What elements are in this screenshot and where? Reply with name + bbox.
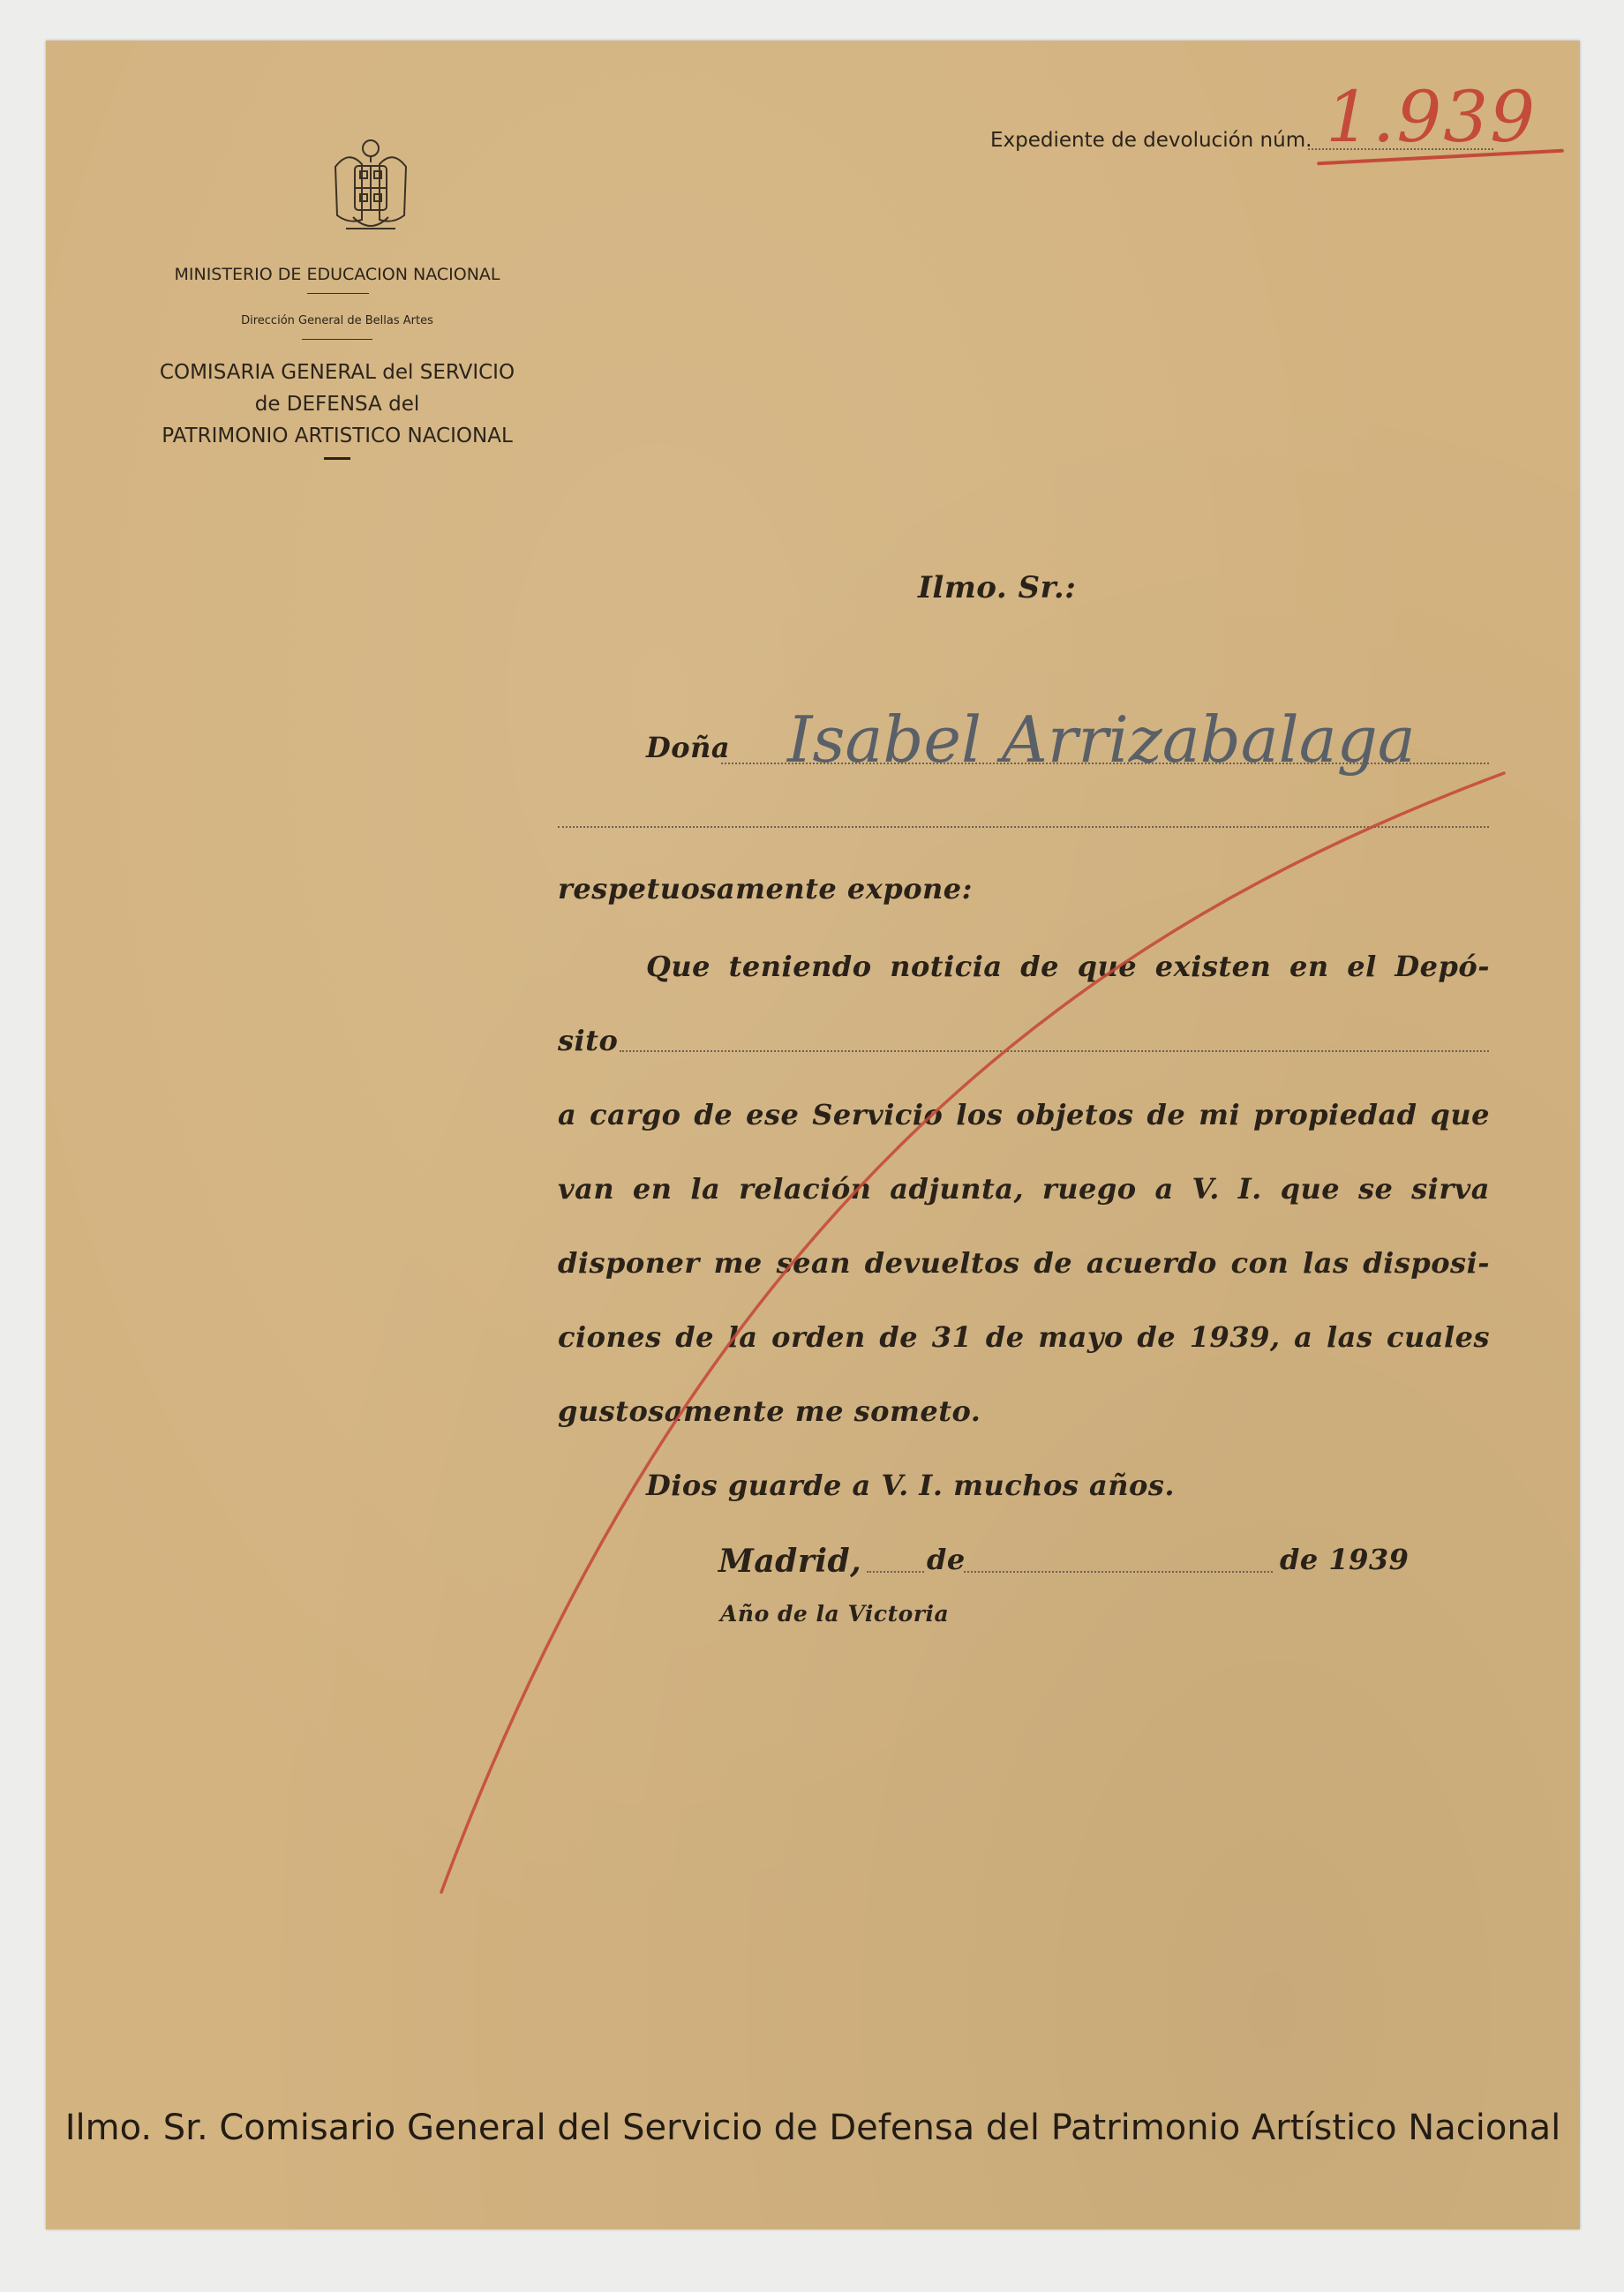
salutation: Ilmo. Sr.: (918, 570, 1077, 605)
place-name: Madrid, (718, 1543, 862, 1580)
closing-text: Dios guarde a V. I. muchos años. (646, 1469, 1176, 1502)
body-line-4: van en la relación adjunta, ruego a V. I. que se sirva (558, 1172, 1490, 1206)
intro-text: respetuosamente expone: (558, 872, 973, 906)
applicant-name: Isabel Arrizabalaga (787, 703, 1416, 777)
direction-name: Dirección General de Bellas Artes (241, 314, 433, 327)
red-pencil-strike-mark (46, 41, 1580, 2229)
body-line-6: ciones de la orden de 31 de mayo de 1939, a las cuales (558, 1320, 1490, 1354)
file-number-value: 1.939 (1326, 76, 1538, 158)
commission-line-1: COMISARIA GENERAL del SERVICIO (159, 361, 515, 384)
commission-line-3: PATRIMONIO ARTISTICO NACIONAL (162, 425, 513, 447)
document-page (46, 41, 1580, 2229)
victory-year: Año de la Victoria (720, 1601, 950, 1627)
body-line-3: a cargo de ese Servicio los objetos de mi propiedad que (558, 1098, 1490, 1131)
date-year: de 1939 (1280, 1543, 1410, 1576)
body-line-2: sito (558, 1024, 619, 1057)
body-line-5: disponer me sean devueltos de acuerdo con las disposi- (558, 1246, 1490, 1280)
body-line-1: Que teniendo noticia de que existen en el Depó- (646, 950, 1490, 983)
date-de: de (927, 1543, 966, 1576)
commission-line-2: de DEFENSA del (254, 393, 420, 416)
file-number-label: Expediente de devolución núm. (990, 129, 1312, 152)
body-line-7: gustosamente me someto. (558, 1394, 981, 1428)
applicant-prefix: Doña (646, 731, 731, 764)
footer-addressee: Ilmo. Sr. Comisario General del Servicio de Defensa del Patrimonio Artístico Nacional (64, 2108, 1561, 2148)
ministry-name: MINISTERIO DE EDUCACION NACIONAL (174, 265, 500, 284)
